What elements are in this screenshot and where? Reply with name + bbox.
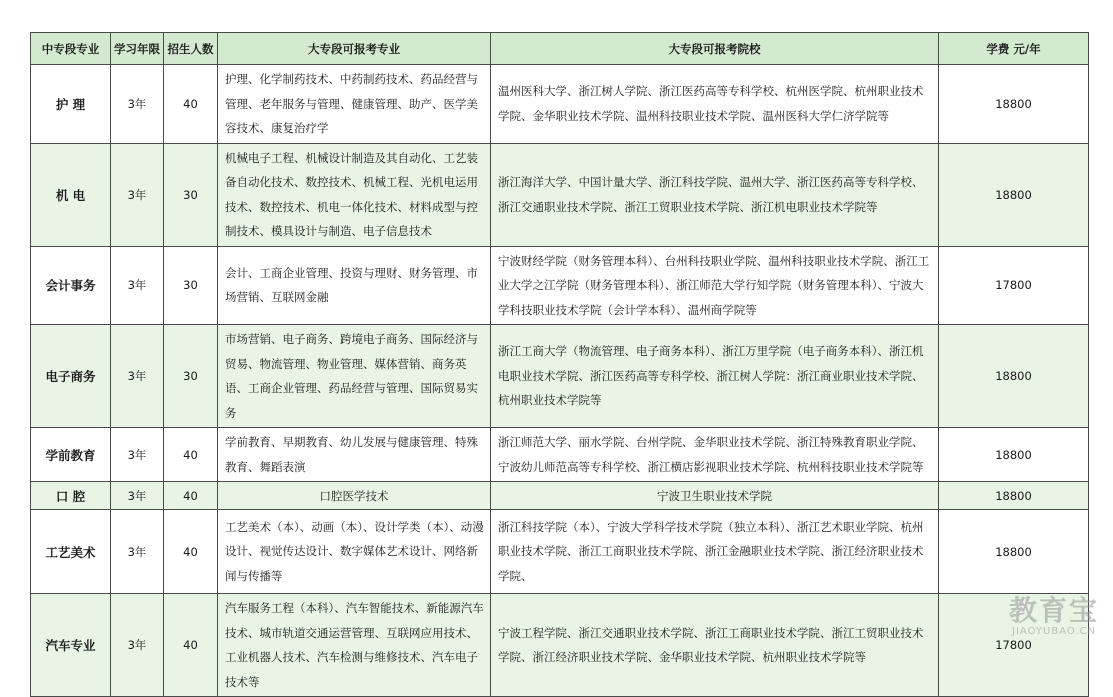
college-majors-cell: 口腔医学技术	[218, 482, 491, 510]
watermark-main: 教育宝	[1008, 594, 1099, 627]
enroll-count: 40	[164, 510, 218, 594]
study-years: 3年	[111, 143, 164, 246]
watermark-sub: JIAOYUBAO.CN	[1012, 626, 1096, 637]
enrollment-table	[30, 32, 1089, 697]
table-row	[31, 143, 1089, 246]
watermark-logo	[1009, 596, 1099, 638]
enroll-count: 40	[164, 65, 218, 144]
college-majors-cell: 机械电子工程、机械设计制造及其自动化、工艺装备自动化技术、数控技术、机械工程、光机电运用技术、数控技术、机电一体化技术、材料成型与控制技术、模具设计与制造、电子信息技术	[218, 143, 491, 246]
header-enroll: 招生人数	[164, 33, 218, 65]
fee-cell: 18800	[939, 510, 1089, 594]
fee-cell: 18800	[939, 143, 1089, 246]
table-row	[31, 594, 1089, 697]
colleges-cell: 宁波工程学院、浙江交通职业技术学院、浙江工商职业技术学院、浙江工贸职业技术学院、浙江经济职业技术学院、金华职业技术学院、杭州职业技术学院等	[491, 594, 939, 697]
colleges-cell: 宁波卫生职业技术学院	[491, 482, 939, 510]
header-major: 中专段专业	[31, 33, 111, 65]
fee-cell: 18800	[939, 428, 1089, 482]
table-row	[31, 428, 1089, 482]
header-fee: 学费 元/年	[939, 33, 1089, 65]
major-name: 护 理	[31, 65, 111, 144]
enroll-count: 40	[164, 594, 218, 697]
enroll-count: 30	[164, 325, 218, 428]
major-name: 工艺美术	[31, 510, 111, 594]
colleges-cell: 浙江师范大学、丽水学院、台州学院、金华职业技术学院、浙江特殊教育职业学院、宁波幼儿师范高等专科学校、浙江横店影视职业技术学院、杭州科技职业技术学院等	[491, 428, 939, 482]
fee-cell: 17800	[939, 246, 1089, 325]
colleges-cell: 浙江工商大学（物流管理、电子商务本科）、浙江万里学院（电子商务本科）、浙江机电职业技术学院、浙江医药高等专科学校、浙江树人学院：浙江商业职业技术学院、杭州职业技术学院等	[491, 325, 939, 428]
enroll-count: 30	[164, 246, 218, 325]
major-name: 口 腔	[31, 482, 111, 510]
major-name: 机 电	[31, 143, 111, 246]
header-years: 学习年限	[111, 33, 164, 65]
college-majors-cell: 汽车服务工程（本科）、汽车智能技术、新能源汽车技术、城市轨道交通运营管理、互联网应用技术、工业机器人技术、汽车检测与维修技术、汽车电子技术等	[218, 594, 491, 697]
study-years: 3年	[111, 325, 164, 428]
fee-cell: 18800	[939, 65, 1089, 144]
header-colleges: 大专段可报考院校	[491, 33, 939, 65]
study-years: 3年	[111, 246, 164, 325]
major-name: 学前教育	[31, 428, 111, 482]
fee-cell: 18800	[939, 482, 1089, 510]
table-row	[31, 482, 1089, 510]
college-majors-cell: 学前教育、早期教育、幼儿发展与健康管理、特殊教育、舞蹈表演	[218, 428, 491, 482]
header-college-majors: 大专段可报考专业	[218, 33, 491, 65]
study-years: 3年	[111, 594, 164, 697]
college-majors-cell: 会计、工商企业管理、投资与理财、财务管理、市场营销、互联网金融	[218, 246, 491, 325]
college-majors-cell: 工艺美术（本）、动画（本）、设计学类（本）、动漫设计、视觉传达设计、数字媒体艺术设计、网络新闻与传播等	[218, 510, 491, 594]
enroll-count: 40	[164, 482, 218, 510]
header-row	[31, 33, 1089, 65]
major-name: 电子商务	[31, 325, 111, 428]
college-majors-cell: 市场营销、电子商务、跨境电子商务、国际经济与贸易、物流管理、物业管理、媒体营销、商务英语、工商企业管理、药品经营与管理、国际贸易实务	[218, 325, 491, 428]
study-years: 3年	[111, 428, 164, 482]
table-row	[31, 246, 1089, 325]
college-majors-cell: 护理、化学制药技术、中药制药技术、药品经营与管理、老年服务与管理、健康管理、助产、医学美容技术、康复治疗学	[218, 65, 491, 144]
colleges-cell: 宁波财经学院（财务管理本科）、台州科技职业学院、温州科技职业技术学院、浙江工业大学之江学院（财务管理本科）、浙江师范大学行知学院（财务管理本科）、宁波大学科技职业技术学院（会计学本科）、温州商学院等	[491, 246, 939, 325]
major-name: 汽车专业	[31, 594, 111, 697]
colleges-cell: 浙江科技学院（本）、宁波大学科学技术学院（独立本科）、浙江艺术职业学院、杭州职业技术学院、浙江工商职业技术学院、浙江金融职业技术学院、浙江经济职业技术学院、	[491, 510, 939, 594]
enroll-count: 30	[164, 143, 218, 246]
study-years: 3年	[111, 510, 164, 594]
table-row	[31, 325, 1089, 428]
fee-cell: 18800	[939, 325, 1089, 428]
colleges-cell: 温州医科大学、浙江树人学院、浙江医药高等专科学校、杭州医学院、杭州职业技术学院、金华职业技术学院、温州科技职业技术学院、温州医科大学仁济学院等	[491, 65, 939, 144]
study-years: 3年	[111, 482, 164, 510]
fee-cell: 17800	[939, 594, 1089, 697]
table-row	[31, 65, 1089, 144]
enroll-count: 40	[164, 428, 218, 482]
table-row	[31, 510, 1089, 594]
major-name: 会计事务	[31, 246, 111, 325]
study-years: 3年	[111, 65, 164, 144]
colleges-cell: 浙江海洋大学、中国计量大学、浙江科技学院、温州大学、浙江医药高等专科学校、浙江交通职业技术学院、浙江工贸职业技术学院、浙江机电职业技术学院等	[491, 143, 939, 246]
